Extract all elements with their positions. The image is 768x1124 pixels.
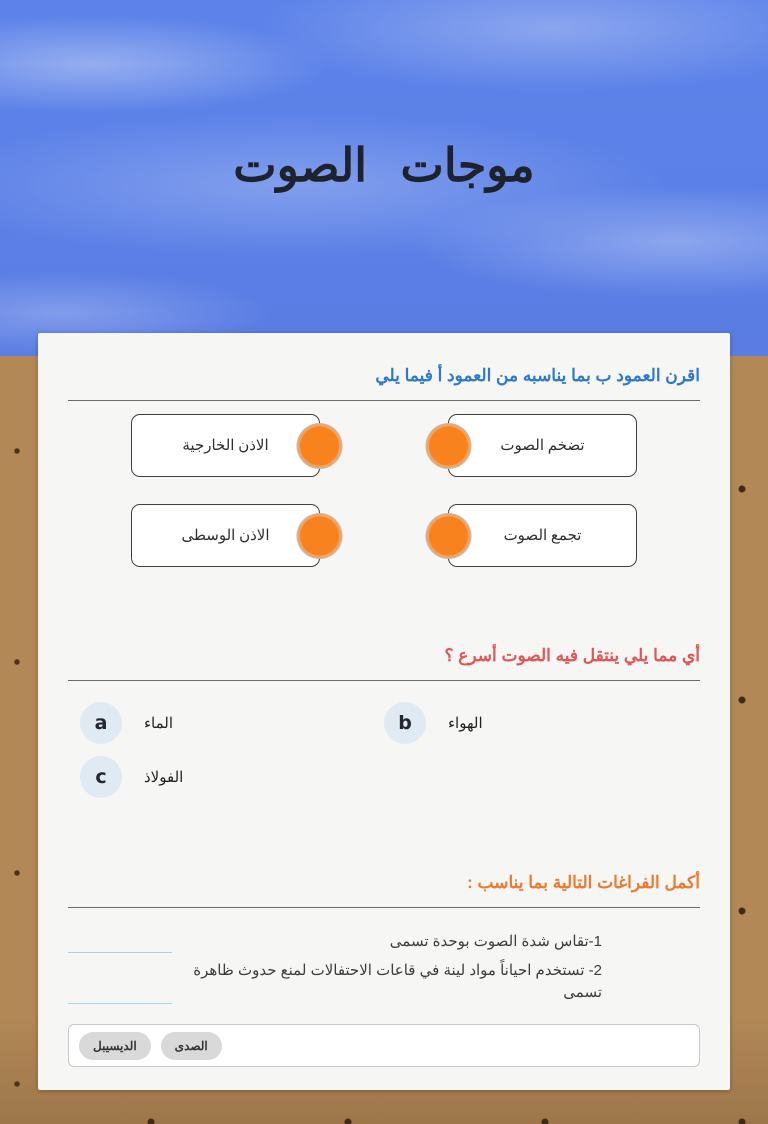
matching-grid: [68, 414, 700, 567]
matching-heading: اقرن العمود ب بما يناسبه من العمود أ فيما يلي: [375, 366, 700, 385]
choice-heading: أي مما يلي ينتقل فيه الصوت أسرع ؟: [444, 646, 700, 665]
word-bank-chip-echo[interactable]: الصدى: [161, 1032, 222, 1060]
fill-rows: [68, 918, 700, 1004]
match-connector-dot[interactable]: [427, 424, 470, 467]
fill-heading: أكمل الفراغات التالية بما يناسب :: [467, 873, 700, 892]
word-bank: [68, 1024, 700, 1067]
option-letter-badge: b: [384, 702, 426, 744]
matching-row-1: [68, 414, 700, 477]
fill-question-2: [68, 960, 700, 1004]
match-box-a1-label: تضخم الصوت: [500, 438, 585, 454]
worksheet-card: [38, 333, 730, 1090]
match-box-b2-label: الاذن الوسطى: [181, 528, 270, 544]
match-connector-dot[interactable]: [298, 514, 341, 557]
heading-divider: [68, 400, 700, 401]
match-box-a1: [448, 414, 637, 477]
section-multiple-choice: [68, 643, 700, 800]
match-connector-dot[interactable]: [298, 424, 341, 467]
choice-options-grid: [68, 700, 700, 800]
matching-row-2: [68, 504, 700, 567]
page-title: موجات الصوت: [233, 140, 535, 191]
match-box-b2: [131, 504, 320, 567]
option-label: الماء: [144, 715, 174, 732]
sky-header-banner: [0, 0, 768, 356]
fill-question-2-text: 2- تستخدم احياناً مواد لينة في قاعات الاحتفالات لمنع حدوث ظاهرة تسمى: [193, 962, 602, 1001]
fill-question-1-text: 1-تقاس شدة الصوت بوحدة تسمى: [389, 933, 602, 950]
match-box-b1: [131, 414, 320, 477]
match-box-b1-label: الاذن الخارجية: [182, 438, 269, 454]
blank-input-1[interactable]: [68, 926, 172, 953]
heading-divider: [68, 907, 700, 908]
section-matching: [68, 363, 700, 567]
fill-question-1: [68, 918, 700, 953]
option-letter-badge: c: [80, 756, 122, 798]
match-connector-dot[interactable]: [427, 514, 470, 557]
option-label: الهواء: [448, 715, 483, 732]
heading-divider: [68, 680, 700, 681]
section-fill-blanks: [68, 870, 700, 1067]
match-box-a2: [448, 504, 637, 567]
choice-option-b[interactable]: [384, 700, 688, 746]
choice-option-a[interactable]: [80, 700, 384, 746]
match-box-a2-label: تجمع الصوت: [503, 528, 582, 544]
choice-option-c[interactable]: [80, 754, 384, 800]
blank-input-2[interactable]: [68, 977, 172, 1004]
option-label: الفولاذ: [144, 769, 184, 786]
option-letter-badge: a: [80, 702, 122, 744]
word-bank-chip-decibel[interactable]: الديسيبل: [79, 1032, 151, 1060]
